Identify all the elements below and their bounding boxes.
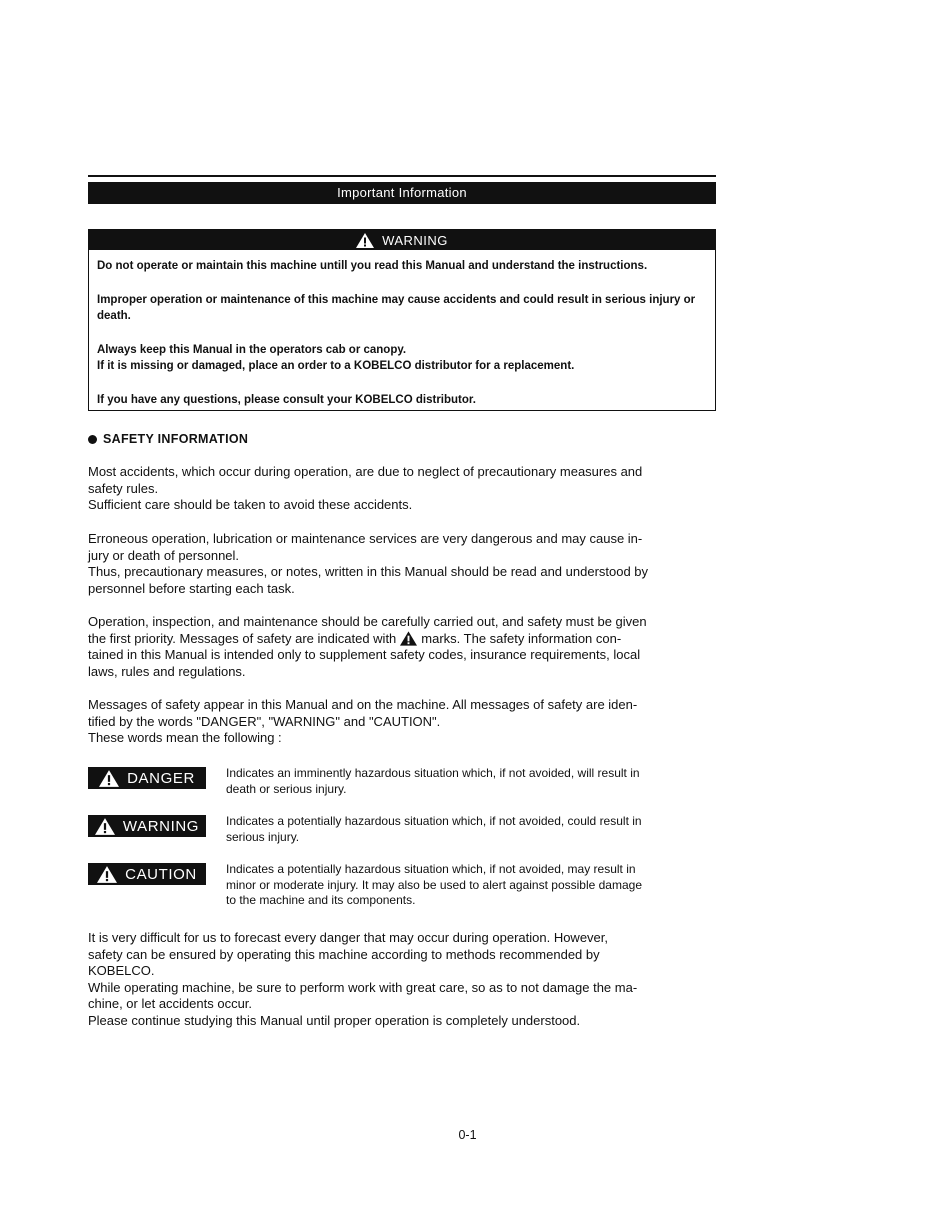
warning-triangle-icon (400, 631, 417, 646)
bullet-icon (88, 435, 97, 444)
text-line: safety rules. (88, 480, 159, 496)
paragraph-signal-words (88, 697, 716, 747)
text-line: While operating machine, be sure to perform work with great care, so as to not damage the ma- (88, 979, 638, 995)
warning-box (88, 229, 716, 411)
warning-line: Do not operate or maintain this machine untill you read this Manual and understand the instructions. (97, 260, 648, 272)
text-line: to the machine and its components. (226, 893, 416, 907)
warning-box-header (89, 230, 715, 250)
warning-line: Always keep this Manual in the operators cab or canopy. (97, 343, 407, 356)
warning-description (226, 814, 716, 845)
section-heading (88, 432, 248, 446)
warning-triangle-icon (95, 818, 115, 835)
warning-label (88, 815, 206, 837)
caution-label (88, 863, 206, 885)
text-line: Indicates a potentially hazardous situation which, if not avoided, may result in (226, 862, 636, 876)
text-line: Most accidents, which occur during operation, are due to neglect of precautionary measures and (88, 464, 643, 479)
text-line: Thus, precautionary measures, or notes, written in this Manual should be read and understood by (88, 564, 649, 579)
paragraph-safety-priority (88, 614, 716, 680)
warning-box-body (89, 250, 715, 408)
danger-label-text: DANGER (127, 769, 195, 787)
warning-label-text: WARNING (122, 817, 200, 835)
paragraph-accidents (88, 464, 716, 514)
text-line: Messages of safety appear in this Manual and on the machine. All messages of safety are iden- (88, 697, 638, 712)
text-line: Sufficient care should be taken to avoid these accidents. (88, 497, 413, 512)
text-line: tified by the words "DANGER", "WARNING" and "CAUTION". (88, 713, 441, 729)
warning-line: Improper operation or maintenance of this machine may cause accidents and could result in serious injury or (97, 293, 696, 306)
text-line: Erroneous operation, lubrication or maintenance services are very dangerous and may cause in- (88, 531, 643, 546)
page-title: Important Information (88, 182, 716, 204)
warning-box-heading: WARNING (382, 232, 448, 248)
text-line: These words mean the following : (88, 730, 282, 745)
text-line: Indicates an imminently hazardous situation which, if not avoided, will result in (226, 766, 640, 780)
text-line: KOBELCO. (88, 963, 155, 978)
text-line: Please continue studying this Manual until proper operation is completely understood. (88, 1012, 581, 1028)
text-line: laws, rules and regulations. (88, 663, 246, 679)
page-number: 0-1 (458, 1128, 477, 1142)
danger-description (226, 766, 716, 797)
text-fragment: marks. The safety information con- (421, 630, 622, 646)
paragraph-closing (88, 930, 716, 1029)
caution-label-text: CAUTION (125, 865, 197, 883)
text-fragment: the first priority. Messages of safety are indicated with (88, 630, 397, 646)
warning-line: If it is missing or damaged, place an order to a KOBELCO distributor for a replacement. (97, 360, 575, 372)
text-line: death or serious injury. (226, 781, 347, 796)
text-line: Operation, inspection, and maintenance should be carefully carried out, and safety must be given (88, 614, 647, 629)
warning-line: If you have any questions, please consult your KOBELCO distributor. (97, 393, 476, 406)
text-line: jury or death of personnel. (88, 547, 240, 563)
text-line: Indicates a potentially hazardous situation which, if not avoided, could result in (226, 814, 642, 828)
text-line: personnel before starting each task. (88, 580, 295, 596)
text-line: It is very difficult for us to forecast every danger that may occur during operation. However, (88, 930, 609, 945)
text-line: tained in this Manual is intended only to supplement safety codes, insurance requirements, local (88, 647, 641, 662)
section-heading-text: SAFETY INFORMATION (103, 432, 249, 446)
warning-triangle-icon (356, 233, 374, 248)
text-line (88, 631, 716, 648)
danger-label (88, 767, 206, 789)
text-line: serious injury. (226, 829, 300, 844)
paragraph-erroneous-operation (88, 531, 716, 597)
top-rule (88, 175, 716, 177)
warning-triangle-icon (99, 770, 119, 787)
caution-description (226, 862, 716, 909)
warning-line: death. (97, 310, 131, 322)
text-line: safety can be ensured by operating this machine according to methods recommended by (88, 946, 600, 962)
text-line: minor or moderate injury. It may also be used to alert against possible damage (226, 877, 642, 892)
text-line: chine, or let accidents occur. (88, 996, 253, 1011)
warning-triangle-icon (97, 866, 117, 883)
